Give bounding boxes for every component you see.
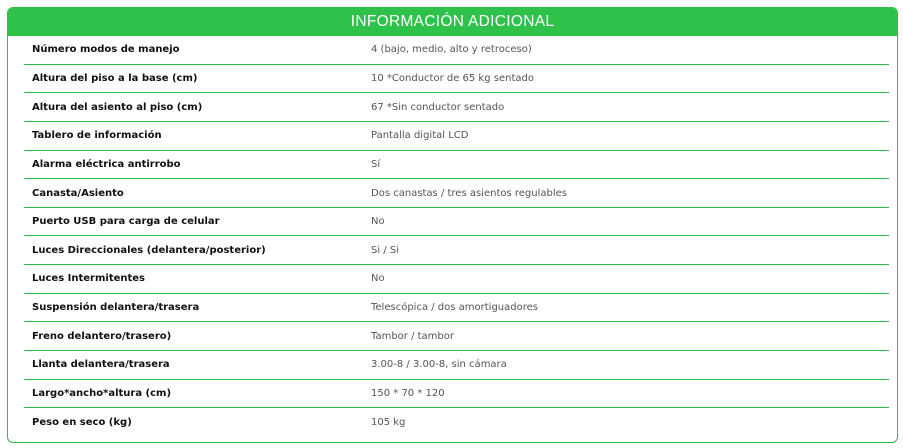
spec-label: Puerto USB para carga de celular xyxy=(32,216,220,228)
spec-row xyxy=(24,179,889,208)
spec-label: Luces Intermitentes xyxy=(32,273,146,285)
spec-row xyxy=(24,236,889,265)
spec-row xyxy=(24,351,889,380)
spec-label: Número modos de manejo xyxy=(32,44,180,56)
spec-label: Llanta delantera/trasera xyxy=(32,359,170,371)
spec-row xyxy=(24,294,889,323)
spec-label: Alarma eléctrica antirrobo xyxy=(32,158,181,170)
spec-label: Peso en seco (kg) xyxy=(32,417,132,429)
spec-value: 3.00-8 / 3.00-8, sin cámara xyxy=(371,359,507,371)
spec-row xyxy=(24,93,889,122)
spec-value: No xyxy=(371,273,385,285)
additional-info-panel xyxy=(7,7,898,443)
spec-value: No xyxy=(371,216,385,228)
spec-label: Tablero de información xyxy=(32,130,162,142)
spec-row xyxy=(24,208,889,237)
spec-row xyxy=(24,322,889,351)
spec-value: 105 kg xyxy=(371,417,406,429)
spec-row xyxy=(24,151,889,180)
spec-label: Largo*ancho*altura (cm) xyxy=(32,388,172,399)
spec-value: Telescópica / dos amortiguadores xyxy=(371,302,538,314)
panel-title: INFORMACIÓN ADICIONAL xyxy=(350,13,555,30)
spec-row xyxy=(24,265,889,294)
spec-value: Si / Si xyxy=(371,244,399,256)
spec-label: Canasta/Asiento xyxy=(32,187,124,199)
spec-row xyxy=(24,408,889,437)
spec-value: 10 *Conductor de 65 kg sentado xyxy=(371,72,534,84)
spec-value: Tambor / tambor xyxy=(371,330,454,342)
spec-row xyxy=(24,65,889,94)
spec-value: 150 * 70 * 120 xyxy=(371,388,445,399)
spec-row xyxy=(24,36,889,65)
spec-value: Sí xyxy=(371,158,381,170)
spec-label: Freno delantero/trasero) xyxy=(32,330,172,342)
spec-label: Suspensión delantera/trasera xyxy=(32,302,200,314)
spec-row xyxy=(24,122,889,151)
spec-table xyxy=(8,36,897,437)
spec-label: Luces Direccionales (delantera/posterior) xyxy=(32,244,266,256)
spec-value: Dos canastas / tres asientos regulables xyxy=(371,187,568,199)
panel-header xyxy=(8,8,897,36)
spec-value: 67 *Sin conductor sentado xyxy=(371,101,505,113)
spec-value: 4 (bajo, medio, alto y retroceso) xyxy=(371,44,532,56)
spec-value: Pantalla digital LCD xyxy=(371,130,469,142)
spec-label: Altura del asiento al piso (cm) xyxy=(32,101,203,113)
spec-row xyxy=(24,380,889,409)
spec-label: Altura del piso a la base (cm) xyxy=(32,72,198,84)
